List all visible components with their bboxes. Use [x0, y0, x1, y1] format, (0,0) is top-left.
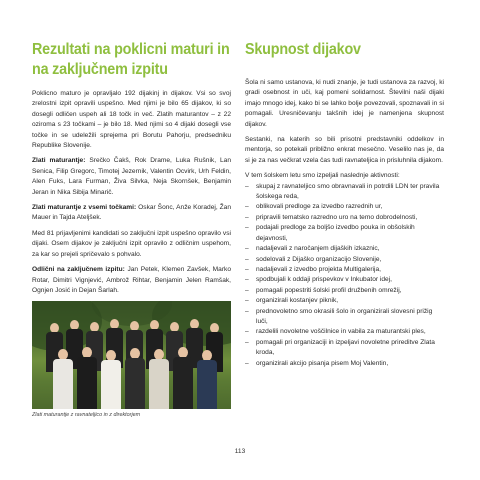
final-exam-paragraph: Med 81 prijavljenimi kandidati so zaključni izpit uspešno opravilo vsi dijaki. Osem dijakov je zaključni izpit opravilo z odličnim uspehom, za kar so prejeli spričevalo s pohvalo. [32, 229, 231, 258]
intro-paragraph: Šola ni samo ustanova, ki nudi znanje, je tudi ustanova za razvoj, ki gradi osebnost in uči, kaj pomeni solidarnost. Številni naši dijaki imajo mnogo idej, kako bi se lahko bolje povezovali, spoznavali in si pomagali. Uresničevanju takšnih idej je namenjena skupnost dijakov. [245, 79, 444, 128]
matura-paragraph: Poklicno maturo je opravljalo 192 dijakinj in dijakov. Vsi so svoj zrelostni izpit opravili uspešno. Med njimi je bilo 65 dijakov, ki so dosegli odličen uspeh ali 18 točk in več. Zlatih maturantov – z 22 oziroma s 23 točkami – je bilo 18. Med njimi so 4 dijaki dosegli vse točke in se udeležili sprejema pri Borutu Pahorju, predsedniku Republike Slovenije. [32, 90, 231, 150]
gold-graduates-names: Srečko Čakš, Rok Drame, Luka Rušnik, Lan Senica, Filip Gregorc, Timotej Jezernik, Valentin Ocvirk, Urh Feldin, Alen Fuks, Lara Furman, Živa Silvka, Neja Skornšek, Benjamin Jeran in Nika Sibija Minarič. [32, 157, 231, 196]
left-column [32, 40, 231, 418]
excellent-final-exam-names: Jan Petek, Klemen Zavšek, Marko Rotar, Dimitri Vignjević, Ambrož Rihtar, Benjamin Jelen Ramšak, Ognjen Josić in Dejan Šarlah. [32, 266, 231, 294]
gold-graduates-label: Zlati maturantje: [32, 157, 86, 165]
list-item: – skupaj z ravnateljico smo obravnavali in potrdili LDN ter pravila šolskega reda, [245, 182, 444, 203]
left-heading: Rezultati na poklicni maturi in na zaključnem izpitu [32, 41, 230, 78]
right-column [245, 40, 444, 369]
group-photo [32, 301, 231, 409]
list-item: – pripravili tematsko razredno uro na temo dobrodelnosti, [245, 213, 444, 223]
gold-graduates-paragraph [32, 156, 231, 198]
list-item: – nadaljevali z izvedbo projekta Multigalerija, [245, 265, 444, 275]
list-item: – podajali predloge za boljšo izvedbo pouka in obšolskih dejavnosti, [245, 223, 444, 244]
list-item: – razdelili novoletne voščilnice in vabila za maturantski ples, [245, 327, 444, 337]
list-item: – sodelovali z Dijaško organizacijo Slovenije, [245, 255, 444, 265]
meetings-paragraph: Sestanki, na katerih so bili prisotni predstavniki oddelkov in mentorja, so potekali približno enkrat mesečno. Veselilo nas je, da si je za nas večkrat vzela čas tudi ravnateljica in prisluhnila dijakom. [245, 136, 444, 164]
list-item: – nadaljevali z naročanjem dijaških izkaznic, [245, 244, 444, 254]
excellent-final-exam-paragraph [32, 265, 231, 296]
page-number: 113 [234, 448, 246, 455]
excellent-final-exam-label: Odlični na zaključnem izpitu: [32, 266, 125, 274]
list-item: – organizirali kostanjev piknik, [245, 296, 444, 306]
gold-all-points-label: Zlati maturantje z vsemi točkami: [32, 204, 137, 212]
gold-all-points-paragraph [32, 203, 231, 224]
activities-list [245, 182, 444, 369]
gold-all-points-names: Oskar Šonc, Anže Koradej, Žan Mauer in Tajda Ateljšek. [32, 204, 231, 222]
right-heading: Skupnost dijakov [245, 41, 361, 58]
list-item: – spodbujali k oddaji prispevkov v Inkubator idej, [245, 275, 444, 285]
list-item: – organizirali akcijo pisanja pisem Moj Valentin, [245, 359, 444, 369]
list-item: – oblikovali predloge za izvedbo razrednih ur, [245, 202, 444, 212]
list-item: – pomagali pri organizaciji in izpeljavi novoletne prireditve Zlata kroda, [245, 338, 444, 359]
photo-caption: Zlati maturantje z ravnateljico in z direktorjem [32, 412, 141, 419]
list-item: – pomagali popestriti šolski profil družbenih omrežij, [245, 286, 444, 296]
activities-intro: V tem šolskem letu smo izpeljali naslednje aktivnosti: [245, 172, 400, 180]
list-item: – prednovoletno smo okrasili šolo in organizirali slovesni prižig luči, [245, 307, 444, 328]
